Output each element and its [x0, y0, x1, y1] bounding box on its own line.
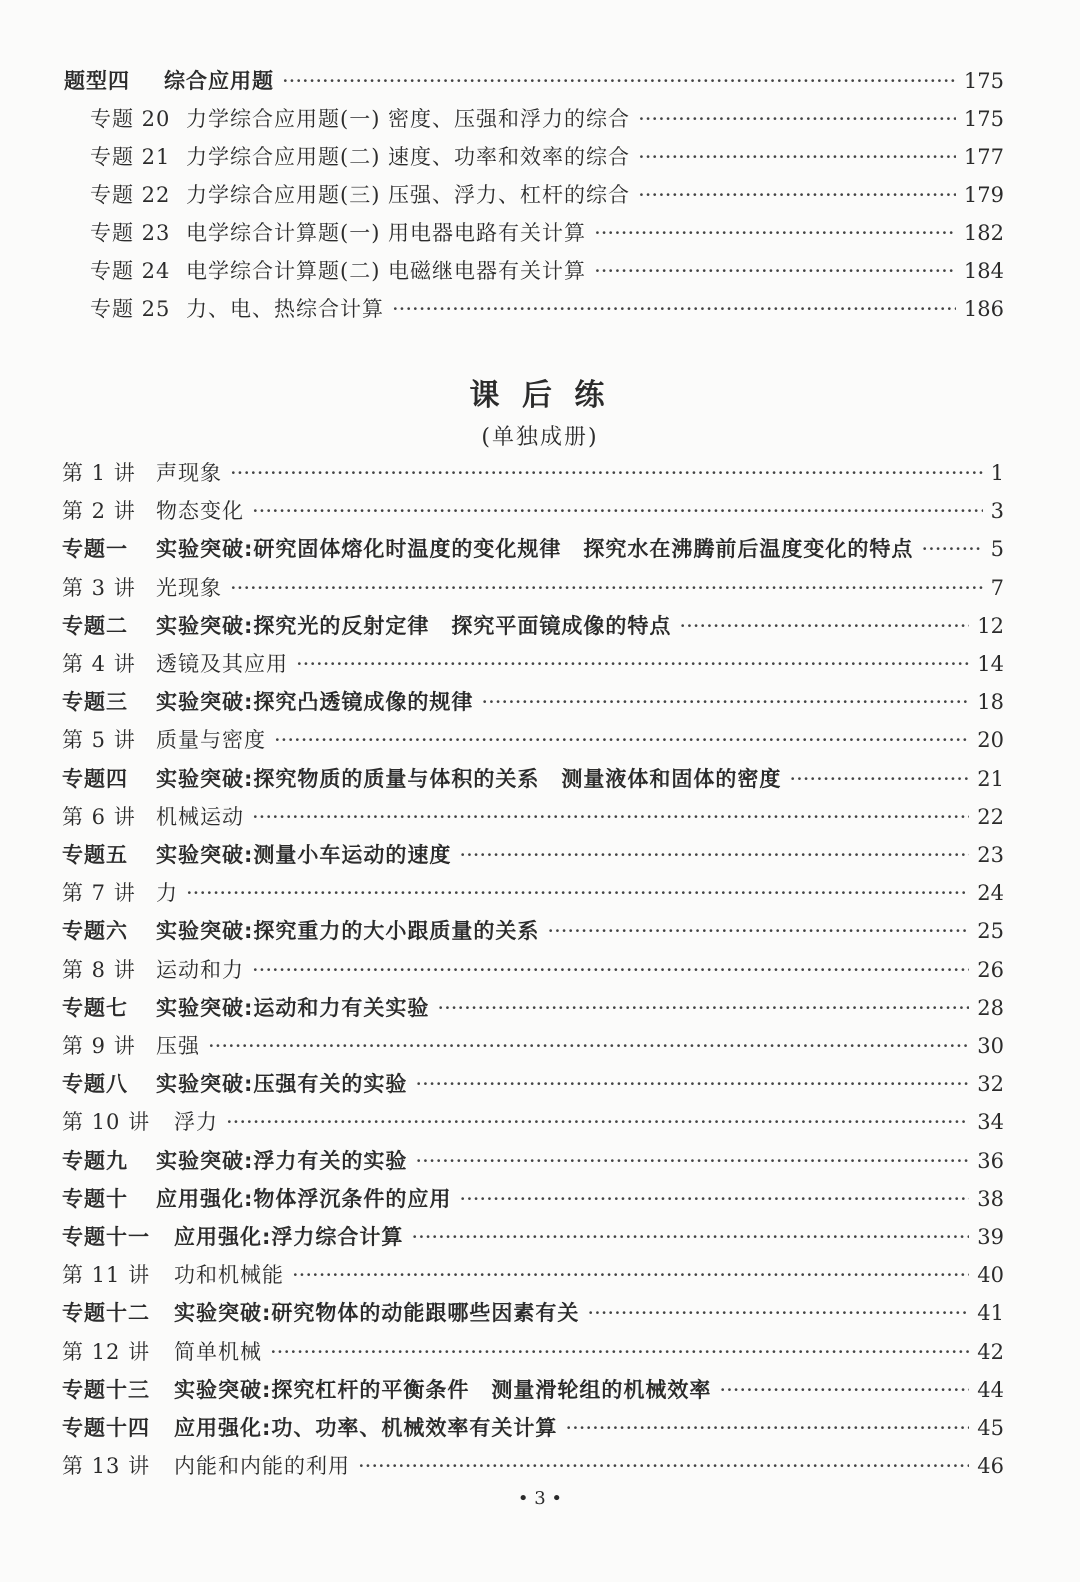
- toc-row-topic[interactable]: [62, 838, 1004, 872]
- toc-page-number: 32: [977, 1072, 1004, 1097]
- toc-label: 专题九: [62, 1148, 128, 1173]
- toc-page-number: 46: [977, 1454, 1004, 1479]
- leader-dots: [638, 178, 956, 212]
- leader-dots: [638, 102, 956, 136]
- toc-title: 机械运动: [156, 804, 244, 829]
- toc-row-topic[interactable]: [62, 1144, 1004, 1178]
- toc-label: 专题三: [62, 690, 128, 715]
- toc-page-number: 184: [963, 259, 1004, 283]
- toc-row-topic[interactable]: [62, 914, 1004, 948]
- page-number-footer: • 3 •: [517, 1488, 563, 1509]
- toc-title: 透镜及其应用: [156, 652, 288, 676]
- leader-dots: [230, 571, 983, 605]
- section-title: 课 后 练: [469, 378, 611, 413]
- toc-page-number: 28: [977, 995, 1004, 1020]
- toc-label: 第 13 讲: [62, 1454, 151, 1479]
- toc-title: 压强: [156, 1034, 200, 1058]
- toc-page-number: 3: [990, 499, 1004, 524]
- toc-page-number: 12: [977, 613, 1004, 638]
- toc-row-lecture[interactable]: [62, 1335, 1004, 1369]
- toc-title: 应用强化:浮力综合计算: [174, 1225, 404, 1249]
- toc-label: 第 4 讲: [62, 652, 136, 676]
- toc-title: 电学综合计算题(一) 用电器电路有关计算: [186, 221, 587, 245]
- toc-row-lecture[interactable]: [62, 876, 1004, 910]
- toc-title: 力学综合应用题(二) 速度、功率和效率的综合: [186, 145, 631, 169]
- toc-row-lecture[interactable]: [62, 1449, 1004, 1483]
- toc-page-number: 22: [977, 804, 1004, 829]
- toc-title: 实验突破:探究重力的大小跟质量的关系: [156, 919, 540, 944]
- toc-page-number: 42: [977, 1339, 1004, 1364]
- leader-dots: [594, 216, 956, 250]
- toc-title: 功和机械能: [174, 1263, 284, 1288]
- toc-page-number: 20: [977, 728, 1004, 753]
- toc-title: 实验突破:研究物体的动能跟哪些因素有关: [174, 1301, 580, 1326]
- toc-row-topic[interactable]: [62, 1067, 1004, 1101]
- leader-dots: [719, 1373, 969, 1407]
- leader-dots: [459, 1182, 969, 1216]
- toc-label: 第 2 讲: [62, 499, 136, 524]
- leader-dots: [226, 1105, 969, 1139]
- toc-row-topic[interactable]: [62, 1182, 1004, 1216]
- toc-row[interactable]: [90, 216, 1004, 250]
- toc-page-number: 25: [977, 919, 1004, 944]
- leader-dots: [415, 1144, 969, 1178]
- toc-title: 实验突破:运动和力有关实验: [156, 995, 430, 1020]
- toc-label: 第 9 讲: [62, 1034, 136, 1058]
- toc-page-number: 23: [977, 843, 1004, 867]
- toc-page-number: 1: [990, 461, 1004, 485]
- toc-page-number: 24: [977, 881, 1004, 906]
- toc-row-topic[interactable]: [62, 1411, 1004, 1445]
- leader-dots: [789, 762, 969, 796]
- toc-title: 实验突破:探究光的反射定律 探究平面镜成像的特点: [156, 613, 672, 638]
- toc-label: 第 10 讲: [62, 1110, 151, 1135]
- toc-label: 专题七: [62, 995, 128, 1020]
- leader-dots: [392, 292, 956, 326]
- toc-row-lecture[interactable]: [62, 494, 1004, 528]
- toc-row-lecture[interactable]: [62, 1258, 1004, 1292]
- toc-label: 第 8 讲: [62, 957, 136, 982]
- toc-page-number: 30: [977, 1034, 1004, 1058]
- leader-dots: [230, 456, 983, 490]
- toc-title: 实验突破:探究凸透镜成像的规律: [156, 690, 474, 715]
- toc-label: 第 11 讲: [62, 1263, 151, 1288]
- toc-page-number: 34: [977, 1110, 1004, 1135]
- toc-label: 第 7 讲: [62, 881, 136, 906]
- toc-row-topic[interactable]: [62, 685, 1004, 719]
- toc-row-topic[interactable]: [62, 532, 1004, 566]
- toc-page-number: 44: [977, 1377, 1004, 1402]
- leader-dots: [296, 647, 969, 681]
- leader-dots: [638, 140, 956, 174]
- toc-label: 专题十四: [62, 1416, 150, 1440]
- leader-dots: [270, 1335, 969, 1369]
- toc-page-number: 36: [977, 1148, 1004, 1173]
- toc-row-topic[interactable]: [62, 1296, 1004, 1330]
- leader-dots: [587, 1296, 969, 1330]
- toc-page-number: 5: [990, 537, 1004, 562]
- toc-title: 实验突破:探究物质的质量与体积的关系 测量液体和固体的密度: [156, 766, 782, 791]
- toc-title: 声现象: [156, 461, 222, 485]
- leader-dots: [594, 254, 956, 288]
- leader-dots: [921, 532, 982, 566]
- toc-page-number: 26: [977, 957, 1004, 982]
- leader-dots: [437, 991, 969, 1025]
- toc-title: 实验突破:探究杠杆的平衡条件 测量滑轮组的机械效率: [174, 1377, 712, 1402]
- toc-label: 专题 20: [90, 107, 171, 131]
- toc-page-number: 41: [977, 1301, 1004, 1326]
- toc-label: 第 5 讲: [62, 728, 136, 753]
- toc-row-topic[interactable]: [62, 991, 1004, 1025]
- toc-title: 综合应用题: [164, 69, 274, 93]
- toc-title: 力、电、热综合计算: [186, 297, 384, 321]
- toc-page-number: 182: [963, 221, 1004, 245]
- toc-row-section-header[interactable]: [64, 64, 1004, 98]
- toc-label: 题型四: [64, 69, 130, 93]
- leader-dots: [186, 876, 969, 910]
- leader-dots: [459, 838, 969, 872]
- toc-label: 专题五: [62, 843, 128, 867]
- toc-row[interactable]: [90, 140, 1004, 174]
- toc-page-number: 175: [963, 69, 1004, 93]
- toc-page-number: 7: [990, 575, 1004, 600]
- toc-row-topic[interactable]: [62, 609, 1004, 643]
- leader-dots: [565, 1411, 969, 1445]
- toc-title: 实验突破:压强有关的实验: [156, 1072, 408, 1097]
- leader-dots: [547, 914, 969, 948]
- toc-page-number: 40: [977, 1263, 1004, 1288]
- leader-dots: [274, 723, 969, 757]
- leader-dots: [252, 494, 983, 528]
- toc-row-lecture[interactable]: [62, 647, 1004, 681]
- toc-page-number: 186: [963, 297, 1004, 321]
- leader-dots: [415, 1067, 969, 1101]
- toc-label: 专题十三: [62, 1377, 150, 1402]
- toc-row[interactable]: [90, 254, 1004, 288]
- toc-row-lecture[interactable]: [62, 456, 1004, 490]
- toc-title: 实验突破:测量小车运动的速度: [156, 843, 452, 867]
- leader-dots: [252, 953, 969, 987]
- toc-row-lecture[interactable]: [62, 1105, 1004, 1139]
- toc-page-number: 39: [977, 1225, 1004, 1249]
- toc-title: 电学综合计算题(二) 电磁继电器有关计算: [186, 259, 587, 283]
- toc-row[interactable]: [90, 102, 1004, 136]
- toc-label: 专题二: [62, 613, 128, 638]
- toc-row[interactable]: [90, 292, 1004, 326]
- toc-page-number: 14: [977, 652, 1004, 676]
- toc-title: 实验突破:浮力有关的实验: [156, 1148, 408, 1173]
- toc-label: 专题十二: [62, 1301, 150, 1326]
- toc-title: 实验突破:研究固体熔化时温度的变化规律 探究水在沸腾前后温度变化的特点: [156, 537, 914, 562]
- toc-label: 专题 23: [90, 221, 171, 245]
- toc-row-topic[interactable]: [62, 1373, 1004, 1407]
- toc-title: 力学综合应用题(一) 密度、压强和浮力的综合: [186, 107, 631, 131]
- toc-row[interactable]: [90, 178, 1004, 212]
- toc-title: 简单机械: [174, 1339, 262, 1364]
- leader-dots: [481, 685, 969, 719]
- toc-row-lecture[interactable]: [62, 723, 1004, 757]
- toc-label: 专题十一: [62, 1225, 150, 1249]
- toc-row-lecture[interactable]: [62, 1029, 1004, 1063]
- toc-title: 应用强化:物体浮沉条件的应用: [156, 1186, 452, 1211]
- toc-label: 专题 25: [90, 297, 171, 321]
- toc-row-lecture[interactable]: [62, 800, 1004, 834]
- toc-title: 光现象: [156, 575, 222, 600]
- toc-title: 物态变化: [156, 499, 244, 524]
- toc-label: 第 3 讲: [62, 575, 136, 600]
- toc-title: 质量与密度: [156, 728, 266, 753]
- toc-label: 专题四: [62, 766, 128, 791]
- toc-label: 专题 22: [90, 183, 171, 207]
- leader-dots: [292, 1258, 969, 1292]
- section-subtitle: (单独成册): [481, 425, 599, 450]
- toc-title: 力学综合应用题(三) 压强、浮力、杠杆的综合: [186, 183, 631, 207]
- toc-page-number: 45: [977, 1416, 1004, 1440]
- toc-title: 运动和力: [156, 957, 244, 982]
- toc-label: 专题一: [62, 537, 128, 562]
- toc-label: 第 1 讲: [62, 461, 136, 485]
- toc-page-number: 21: [977, 766, 1004, 791]
- toc-page-number: 175: [963, 107, 1004, 131]
- leader-dots: [358, 1449, 969, 1483]
- leader-dots: [282, 64, 956, 98]
- leader-dots: [679, 609, 969, 643]
- toc-label: 专题八: [62, 1072, 128, 1097]
- toc-page-number: 18: [977, 690, 1004, 715]
- toc-label: 第 6 讲: [62, 804, 136, 829]
- toc-title: 应用强化:功、功率、机械效率有关计算: [174, 1416, 558, 1440]
- leader-dots: [252, 800, 969, 834]
- toc-row-topic[interactable]: [62, 762, 1004, 796]
- leader-dots: [411, 1220, 969, 1254]
- toc-title: 浮力: [174, 1110, 218, 1135]
- toc-page-number: 177: [963, 145, 1004, 169]
- leader-dots: [208, 1029, 969, 1063]
- toc-label: 专题六: [62, 919, 128, 944]
- toc-label: 第 12 讲: [62, 1339, 151, 1364]
- toc-row-topic[interactable]: [62, 1220, 1004, 1254]
- toc-page-number: 179: [963, 183, 1004, 207]
- toc-row-lecture[interactable]: [62, 571, 1004, 605]
- toc-label: 专题 24: [90, 259, 171, 283]
- toc-row-lecture[interactable]: [62, 953, 1004, 987]
- toc-page-number: 38: [977, 1186, 1004, 1211]
- toc-label: 专题 21: [90, 145, 171, 169]
- toc-label: 专题十: [62, 1186, 128, 1211]
- toc-title: 内能和内能的利用: [174, 1454, 350, 1479]
- toc-title: 力: [156, 881, 178, 906]
